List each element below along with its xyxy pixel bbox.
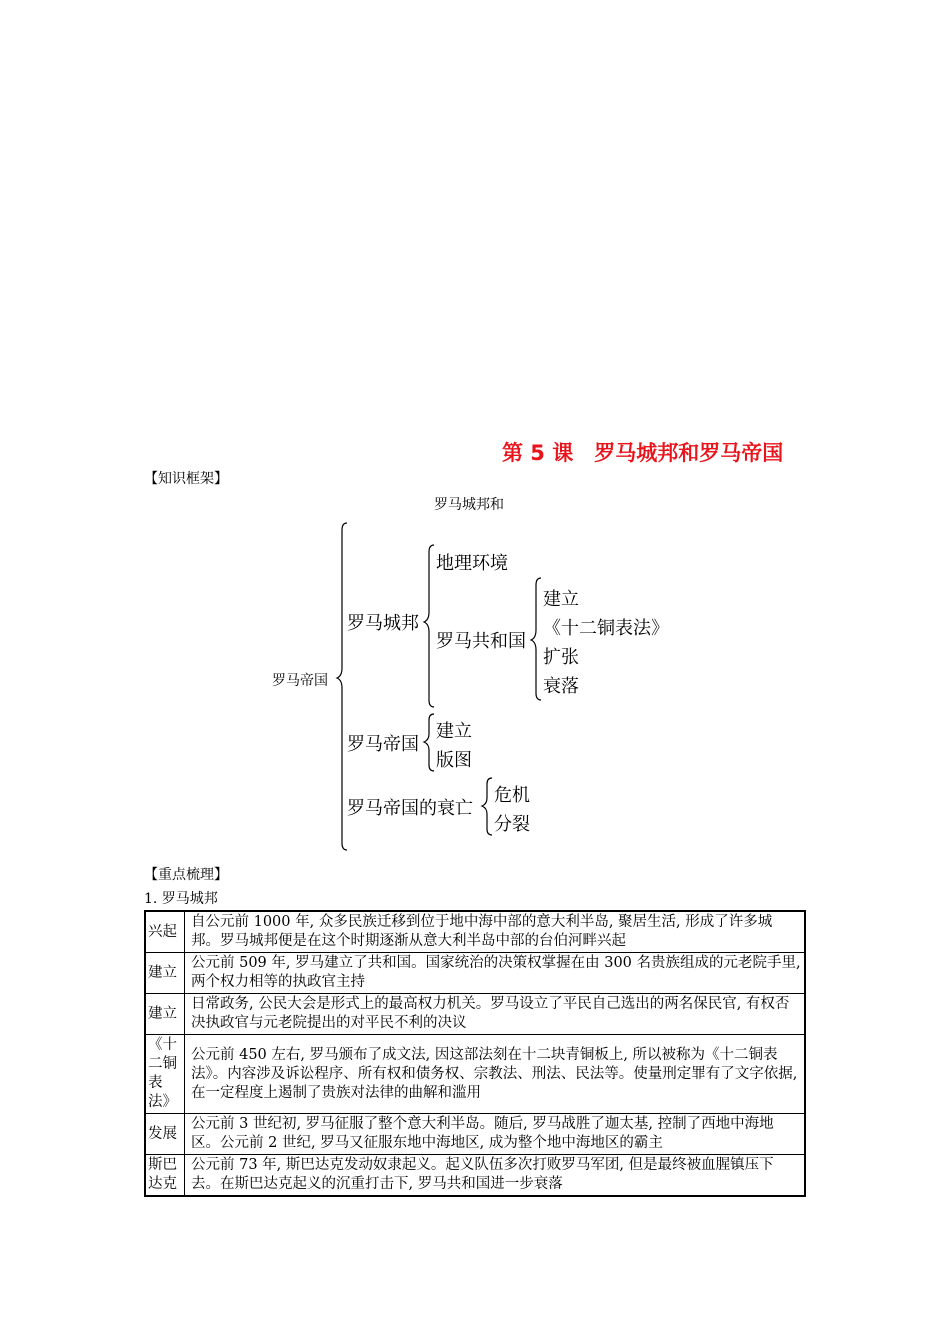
branch3-item: 危机	[494, 785, 530, 806]
row-text: 公元前 3 世纪初, 罗马征服了整个意大利半岛。随后, 罗马战胜了迦太基, 控制了西地中海地区。公元前 2 世纪, 罗马又征服东地中海地区, 成为整个地中海地区的霸主	[185, 1114, 806, 1155]
table-row	[145, 1155, 805, 1197]
page-title: 第 5 课 罗马城邦和罗马帝国	[502, 441, 784, 465]
branch1-sub2-label: 罗马共和国	[436, 631, 526, 652]
branch2-item: 建立	[436, 721, 472, 742]
table-row	[145, 994, 805, 1035]
branch3-label: 罗马帝国的衰亡	[347, 798, 473, 819]
row-head: 建立	[145, 994, 185, 1035]
branch1-brace	[424, 545, 434, 707]
branch2-item: 版图	[436, 750, 472, 771]
sub2-item: 《十二铜表法》	[543, 618, 669, 639]
row-head: 建立	[145, 953, 185, 994]
table-row	[145, 911, 805, 953]
branch2-label: 罗马帝国	[347, 734, 419, 755]
key-points-table	[144, 910, 806, 1197]
sub2-brace	[531, 578, 541, 700]
sub2-item: 建立	[543, 589, 579, 610]
row-text: 自公元前 1000 年, 众多民族迁移到位于地中海中部的意大利半岛, 聚居生活, 形成了许多城邦。罗马城邦便是在这个时期逐渐从意大利半岛中部的台伯河畔兴起	[185, 911, 806, 953]
key-points-heading: 【重点梳理】	[144, 867, 228, 883]
branch3-item: 分裂	[494, 814, 530, 835]
row-head: 兴起	[145, 911, 185, 953]
framework-root: 罗马帝国	[272, 673, 328, 689]
row-head: 斯巴达克	[145, 1155, 185, 1197]
row-text: 公元前 450 左右, 罗马颁布了成文法, 因这部法刻在十二块青铜板上, 所以被称为《十二铜表法》。内容涉及诉讼程序、所有权和债务权、宗教法、刑法、民法等。使量刑定罪有了文字依据, 在一定程度上遏制了贵族对法律的曲解和滥用	[185, 1035, 806, 1114]
sub2-item: 扩张	[543, 647, 579, 668]
table-row	[145, 953, 805, 994]
branch1-sub1: 地理环境	[436, 553, 508, 574]
framework-heading: 【知识框架】	[144, 471, 228, 487]
framework-top-label: 罗马城邦和	[434, 497, 504, 513]
branch2-brace	[424, 714, 434, 771]
branch1-label: 罗马城邦	[347, 613, 419, 634]
table-row	[145, 1114, 805, 1155]
row-head: 《十二铜表法》	[145, 1035, 185, 1114]
sub2-item: 衰落	[543, 676, 579, 697]
row-text: 日常政务, 公民大会是形式上的最高权力机关。罗马设立了平民自己选出的两名保民官, 有权否决执政官与元老院提出的对平民不利的决议	[185, 994, 806, 1035]
key-points-subheading: 1. 罗马城邦	[144, 891, 218, 907]
row-text: 公元前 509 年, 罗马建立了共和国。国家统治的决策权掌握在由 300 名贵族组成的元老院手里, 两个权力相等的执政官主持	[185, 953, 806, 994]
row-head: 发展	[145, 1114, 185, 1155]
root-brace	[337, 523, 347, 850]
row-text: 公元前 73 年, 斯巴达克发动奴隶起义。起义队伍多次打败罗马军团, 但是最终被血腥镇压下去。在斯巴达克起义的沉重打击下, 罗马共和国进一步衰落	[185, 1155, 806, 1197]
branch3-brace	[482, 778, 492, 835]
table-row	[145, 1035, 805, 1114]
